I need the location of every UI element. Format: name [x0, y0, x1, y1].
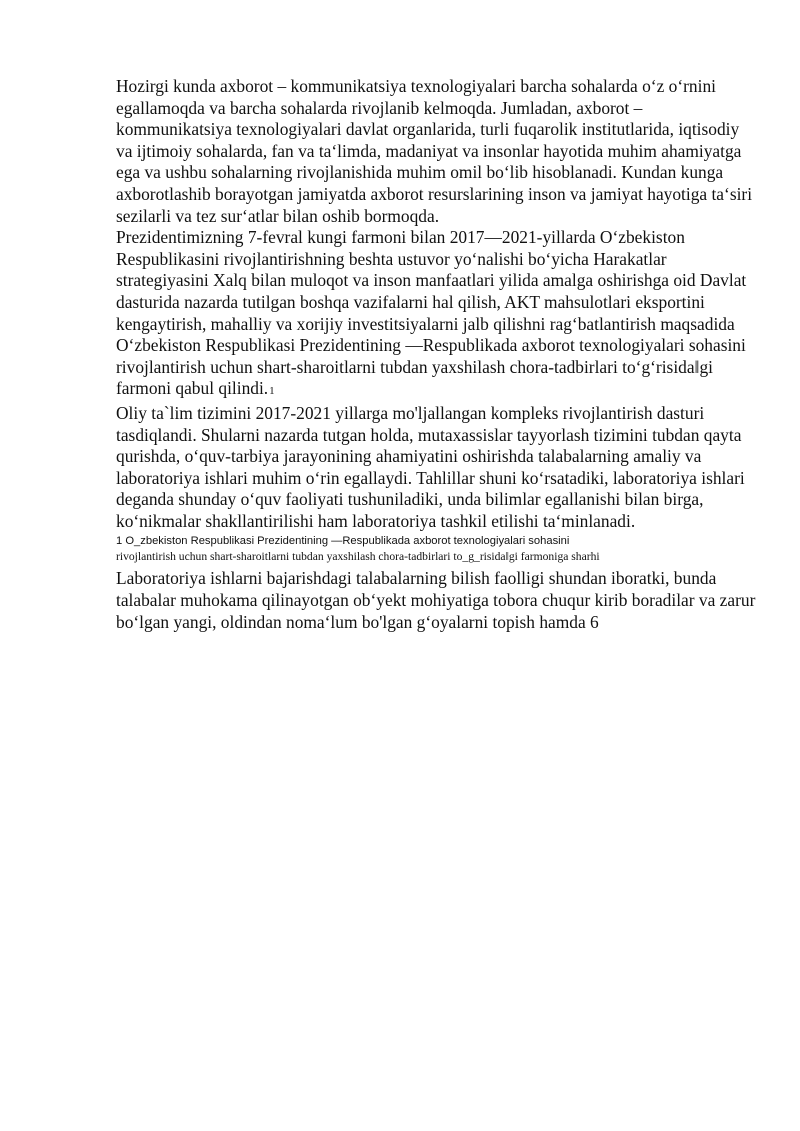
paragraph-decree [116, 227, 756, 403]
paragraph-laboratory: Laboratoriya ishlarni bajarishdagi talabalarning bilish faolligi shundan iboratki, bunda talabalar muhokama qilinayotgan ob‘yekt mohiyatiga tobora chuqur kirib boradilar va zarur bo‘lgan yangi, oldindan noma‘lum bo'lgan g‘oyalarni topish hamda 6 [116, 568, 756, 632]
paragraph-decree-text: Prezidentimizning 7-fevral kungi farmoni bilan 2017—2021-yillarda O‘zbekiston Respublikasini rivojlantirishning beshta ustuvor yo‘nalishi bo‘yicha Harakatlar strategiyasini Xalq bilan muloqot va inson manfaatlari yilida amalga oshirishga oid Davlat dasturida nazarda tutilgan boshqa vazifalarni hal qilish, AKT mahsulotlari eksportini kengaytirish, mahalliy va xorijiy investitsiyalarni jalb qilishni rag‘batlantirish maqsadida O‘zbekiston Respublikasi Prezidentining —Respublikada axborot texnologiyalari sohasini rivojlantirish uchun shart-sharoitlarni tubdan yaxshilash chora-tadbirlari to‘g‘risidaǁgi farmoni qabul qilindi. [116, 227, 747, 399]
paragraph-education-program: Oliy ta`lim tizimini 2017-2021 yillarga mo'ljallangan kompleks rivojlantirish dasturi tasdiqlandi. Shularni nazarda tutgan holda, mutaxassislar tayyorlash tizimini tubdan qayta qurishda, o‘quv-tarbiya jarayonining ahamiyatini oshirishda talabalarning amaliy va laboratoriya ishlari muhim o‘rin egallaydi. Tahlillar shuni ko‘rsatadiki, laboratoriya ishlari deganda shunday o‘quv faoliyati tushuniladiki, unda bilimlar egallanishi bilan birga, ko‘nikmalar shakllantirilishi ham laboratoriya tashkil etilishi ta‘minlanadi. [116, 402, 745, 531]
document-page [116, 76, 756, 633]
footnote [116, 534, 756, 564]
footnote-line-1: 1 O_zbekiston Respublikasi Prezidentining —Respublikada axborot texnologiyalari sohasini [116, 535, 570, 548]
footnote-line-2: rivojlantirish uchun shart-sharoitlarni tubdan yaxshilash chora-tadbirlari to_g_risidaǁgi farmoniga sharhi [116, 550, 600, 564]
paragraph-intro: Hozirgi kunda axborot – kommunikatsiya texnologiyalari barcha sohalarda o‘z o‘rnini egallamoqda va barcha sohalarda rivojlanib kelmoqda. Jumladan, axborot – kommunikatsiya texnologiyalari davlat organlarida, turli fuqarolik institutlarida, iqtisodiy va ijtimoiy sohalarda, fan va ta‘limda, madaniyat va insonlar hayotida muhim ahamiyatga ega va ushbu sohalarning rivojlanishida muhim omil bo‘lib hisoblanadi. Kundan kunga axborotlashib borayotgan jamiyatda axborot resurslarining inson va jamiyat hayotiga ta‘siri sezilarli va tez sur‘atlar bilan oshib bormoqda. [116, 76, 753, 226]
footnote-marker: 1 [269, 385, 275, 398]
